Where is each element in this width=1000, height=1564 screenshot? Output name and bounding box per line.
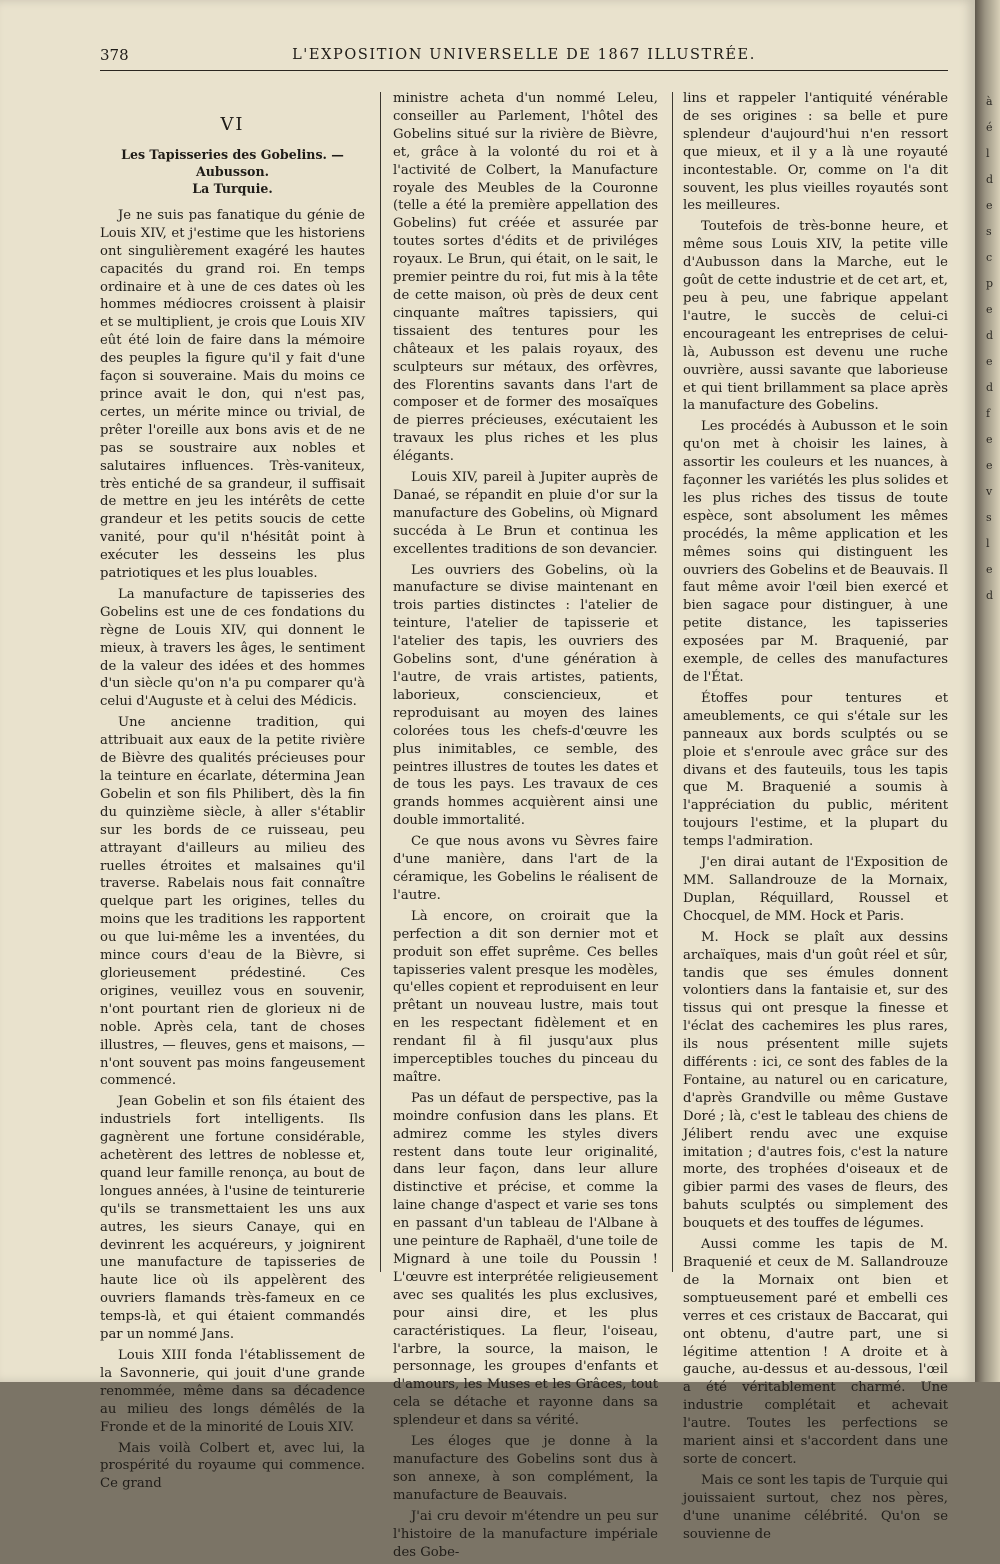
edge-letter: e [986,199,993,212]
edge-letter: f [986,407,991,420]
edge-letter: e [986,459,993,472]
section-title [100,146,365,197]
section-title-line: Les Tapisseries des Gobelins. — Aubusson. [121,146,344,179]
paragraph: M. Hock se plaît aux dessins archaïques, mais d'un goût réel et sûr, tandis que ses émules donnent volontiers dans la fantaisie et, sur des tissus qui ont presque la finesse et l'éclat des cachemires les plus rares, ils nous présentent mille sujets différents : ici, ce sont des fables de la Fontaine, au naturel ou en caricature, d'après Grandville ou même Gustave Doré ; là, c'est le tableau des chiens de Jélibert rendu avec une exquise imitation ; d'autres fois, c'est la nature morte, des trophées d'oiseaux et de gibier parmi des vases de fleurs, des bahuts sculptés ou simplement des bouquets et des touffes de légumes. [683,929,948,1232]
paragraph: Mais ce sont les tapis de Turquie qui jouissaient surtout, chez nos pères, d'une unanime célébrité. Qu'on se souvienne de [683,1472,948,1542]
paragraph: Pas un défaut de perspective, pas la moindre confusion dans les plans. Et admirez comme les styles divers restent dans toute leur originalité, dans leur façon, dans leur allure distinctive et précise, et comme la laine change d'aspect et varie ses tons en passant d'un tableau de l'Albane à une peinture de Raphaël, d'une toile de Mignard à une toile du Poussin ! L'œuvre est interprétée religieusement avec ses qualités les plus exclusives, pour ainsi dire, et les plus caractéristiques. La fleur, l'oiseau, l'arbre, la source, la maison, le personnage, les groupes d'enfants et d'amours, les Muses et les Grâces, tout cela se détache et rayonne dans sa splendeur et dans sa vérité. [393,1090,658,1429]
paragraph: Là encore, on croirait que la perfection a dit son dernier mot et produit son effet suprême. Ces belles tapisseries valent presque les modèles, qu'elles copient et reproduisent en leur prêtant un nouveau lustre, mais tout en les respectant fidèlement et en rendant fil à fil jusqu'aux plus imperceptibles touches du pinceau du maître. [393,908,658,1085]
paragraph: lins et rappeler l'antiquité vénérable de ses origines : sa belle et pure splendeur d'aujourd'hui n'en ressort que mieux, et il y a là une royauté incontestable. Or, comme on l'a dit souvent, les plus vieilles royautés sont les meilleures. [683,91,948,214]
edge-letter: c [986,251,993,264]
edge-letter: s [986,511,992,524]
paragraph: ministre acheta d'un nommé Leleu, conseiller au Parlement, l'hôtel des Gobelins situé sur la rivière de Bièvre, et, grâce à la volonté du roi et à l'activité de Colbert, la Manufacture royale des Meubles de la Couronne (telle a été la première appellation des Gobelins) fut créée et assurée par toutes sortes d'édits et de priviléges royaux. Le Brun, qui était, on le sait, le premier peintre du roi, fut mis à la tête de cette maison, où près de deux cent cinquante maîtres tapissiers, qui tissaient des tentures pour les châteaux et les palais royaux, des sculpteurs sur métaux, des orfèvres, des Florentins savants dans l'art de composer et de former des mosaïques de pierres précieuses, exécutaient les travaux les plus riches et les plus élégants. [393,91,658,465]
section-number: VI [220,114,245,135]
paragraph: J'ai cru devoir m'étendre un peu sur l'histoire de la manufacture impériale des Gobe- [393,1508,658,1560]
edge-letter: é [986,121,993,134]
column-divider [380,92,381,1272]
paragraph: Jean Gobelin et son fils étaient des industriels fort intelligents. Ils gagnèrent une fortune considérable, achetèrent des lettres de noblesse et, quand leur famille renonça, au bout de longues années, à l'usine de teinturerie qu'ils se transmettaient les uns aux autres, les sieurs Canaye, qui en devinrent les acquéreurs, y joignirent une manufacture de tapisseries de haute lice où ils appelèrent des ouvriers flamands très-fameux en ce temps-là, et qui étaient commandés par un nommé Jans. [100,1094,365,1343]
running-title: L'EXPOSITION UNIVERSELLE DE 1867 ILLUSTRÉE. [292,47,756,63]
paragraph: Je ne suis pas fanatique du génie de Louis XIV, et j'estime que les historiens ont singulièrement exagéré les hautes capacités du grand roi. En temps ordinaire et à une de ces dates où les hommes médiocres croissent à plaisir et se multiplient, je crois que Louis XIV eût été loin de faire dans la mémoire des peuples la figure qu'il y fait d'une façon si souveraine. Mais du moins ce prince avait le don, qui n'est pas, certes, un mérite mince ou trivial, de prêter l'oreille aux bons avis et de ne pas se soustraire aux nobles et salutaires influences. Très-vaniteux, très entiché de sa grandeur, il suffisait de mettre en jeu les intérêts de cette grandeur et les petits soucis de cette vanité, pour qu'il n'hésitât point à exécuter les desseins les plus patriotiques et les plus louables. [100,207,365,582]
paragraph: Aussi comme les tapis de M. Braquenié et ceux de M. Sallandrouze de la Mornaix ont bien et somptueusement paré et embelli ces verres et ces cristaux de Baccarat, qui ont obtenu, d'autre part, une si légitime attention ! A droite et à gauche, au-dessus et au-dessous, l'œil a été véritablement charmé. Une industrie complétait et achevait l'autre. Toutes les perfections se marient ainsi et s'accordent dans une sorte de concert. [683,1237,948,1467]
section-title-line: La Turquie. [192,180,273,196]
edge-letter: s [986,225,992,238]
text-column-2 [393,90,658,1564]
paragraph: Ce que nous avons vu Sèvres faire d'une manière, dans l'art de la céramique, les Gobelins le réalisent de l'autre. [393,834,658,903]
edge-letter: e [986,303,993,316]
edge-letter: e [986,433,993,446]
paragraph: Mais voilà Colbert et, avec lui, la prospérité du royaume qui commence. Ce grand [100,1440,365,1492]
column-divider [672,92,673,1272]
edge-letter: l [986,537,990,550]
edge-letter: d [986,381,994,394]
paragraph: Étoffes pour tentures et ameublements, ce qui s'étale sur les panneaux aux bords sculptés ou se ploie et s'enroule avec grâce sur des divans et des fauteuils, tous les tapis que M. Braquenié a soumis à l'appréciation du public, méritent toujours l'estime, et la plupart du temps l'admiration. [683,690,948,850]
paragraph: La manufacture de tapisseries des Gobelins est une de ces fondations du règne de Louis XIV, qui donnent le mieux, à travers les âges, le sentiment de la valeur des idées et des hommes d'un siècle qu'on n'a pu comparer qu'à celui d'Auguste et à celui des Médicis. [100,586,365,710]
edge-letter: l [986,147,990,160]
paragraph: Louis XIII fonda l'établissement de la Savonnerie, qui jouit d'une grande renommée, même dans sa décadence au milieu des longs démêlés de la Fronde et de la minorité de Louis XIV. [100,1348,365,1435]
edge-letter: e [986,355,993,368]
edge-letter: d [986,589,994,602]
text-column-3 [683,90,948,1547]
paragraph: Toutefois de très-bonne heure, et même sous Louis XIV, la petite ville d'Aubusson dans la Marche, eut le goût de cette industrie et de cet art, et, peu à peu, une fabrique appelant l'autre, le succès de celui-ci encourageant les entreprises de celui-là, Aubusson est devenu une ruche ouvrière, aussi savante que laborieuse et qui tient brillamment sa place après la manufacture des Gobelins. [683,219,948,414]
page-number: 378 [100,46,129,64]
paragraph: Les ouvriers des Gobelins, où la manufacture se divise maintenant en trois parties distinctes : l'atelier de teinture, l'atelier de tapisserie et l'atelier des tapis, les ouvriers des Gobelins sont, d'une génération à l'autre, de vrais artistes, patients, laborieux, consciencieux, et reproduisant au moyen des laines colorées tous les chefs-d'œuvre les plus inimitables, ce semble, des peintres illustres de toutes les dates et de tous les pays. Les travaux de ces grands hommes acquièrent ainsi une double immortalité. [393,562,658,829]
edge-letter: à [986,95,993,108]
page-header [100,46,948,71]
text-column-1 [100,112,365,1496]
paragraph: Une ancienne tradition, qui attribuait aux eaux de la petite rivière de Bièvre des qualités précieuses pour la teinture en écarlate, détermina Jean Gobelin et son fils Philibert, dès la fin du quinzième siècle, à aller s'établir sur les bords de ce ruisseau, peu attrayant d'ailleurs au milieu des ruelles étroites et malsaines qu'il traverse. Rabelais nous fait connaître quelque part les origines, telles du moins que les traditions les rapportent ou que lui-même les a inventées, du mince cours d'eau de la Bièvre, si glorieusement prédestiné. Ces origines, veuillez vous en souvenir, n'ont pourtant rien de glorieux ni de noble. Après cela, tant de choses illustres, — fleuves, gens et maisons, — n'ont souvent pas moins fangeusement commencé. [100,715,365,1089]
edge-letter: e [986,563,993,576]
edge-letter: p [986,277,994,290]
paragraph: Les procédés à Aubusson et le soin qu'on met à choisir les laines, à assortir les couleurs et les nuances, à façonner les variétés les plus solides et les plus riches des tissus de toute espèce, sont absolument les mêmes procédés, la même application et les mêmes soins qui distinguent les ouvriers des Gobelins et de Beauvais. Il faut même avoir l'œil bien exercé et bien sagace pour distinguer, à une petite distance, les tapisseries exposées par M. Braquenié, par exemple, de celles des manufactures de l'État. [683,419,948,685]
edge-letter: d [986,173,994,186]
edge-letter: d [986,329,994,342]
paragraph: Les éloges que je donne à la manufacture des Gobelins sont dus à son annexe, à son complément, la manufacture de Beauvais. [393,1434,658,1503]
paragraph: J'en dirai autant de l'Exposition de MM. Sallandrouze de la Mornaix, Duplan, Réquillard, Roussel et Chocquel, de MM. Hock et Paris. [683,855,948,924]
paragraph: Louis XIV, pareil à Jupiter auprès de Danaé, se répandit en pluie d'or sur la manufacture des Gobelins, où Mignard succéda à Le Brun et continua les excellentes traditions de son devancier. [393,470,658,557]
edge-letter: v [986,485,993,498]
